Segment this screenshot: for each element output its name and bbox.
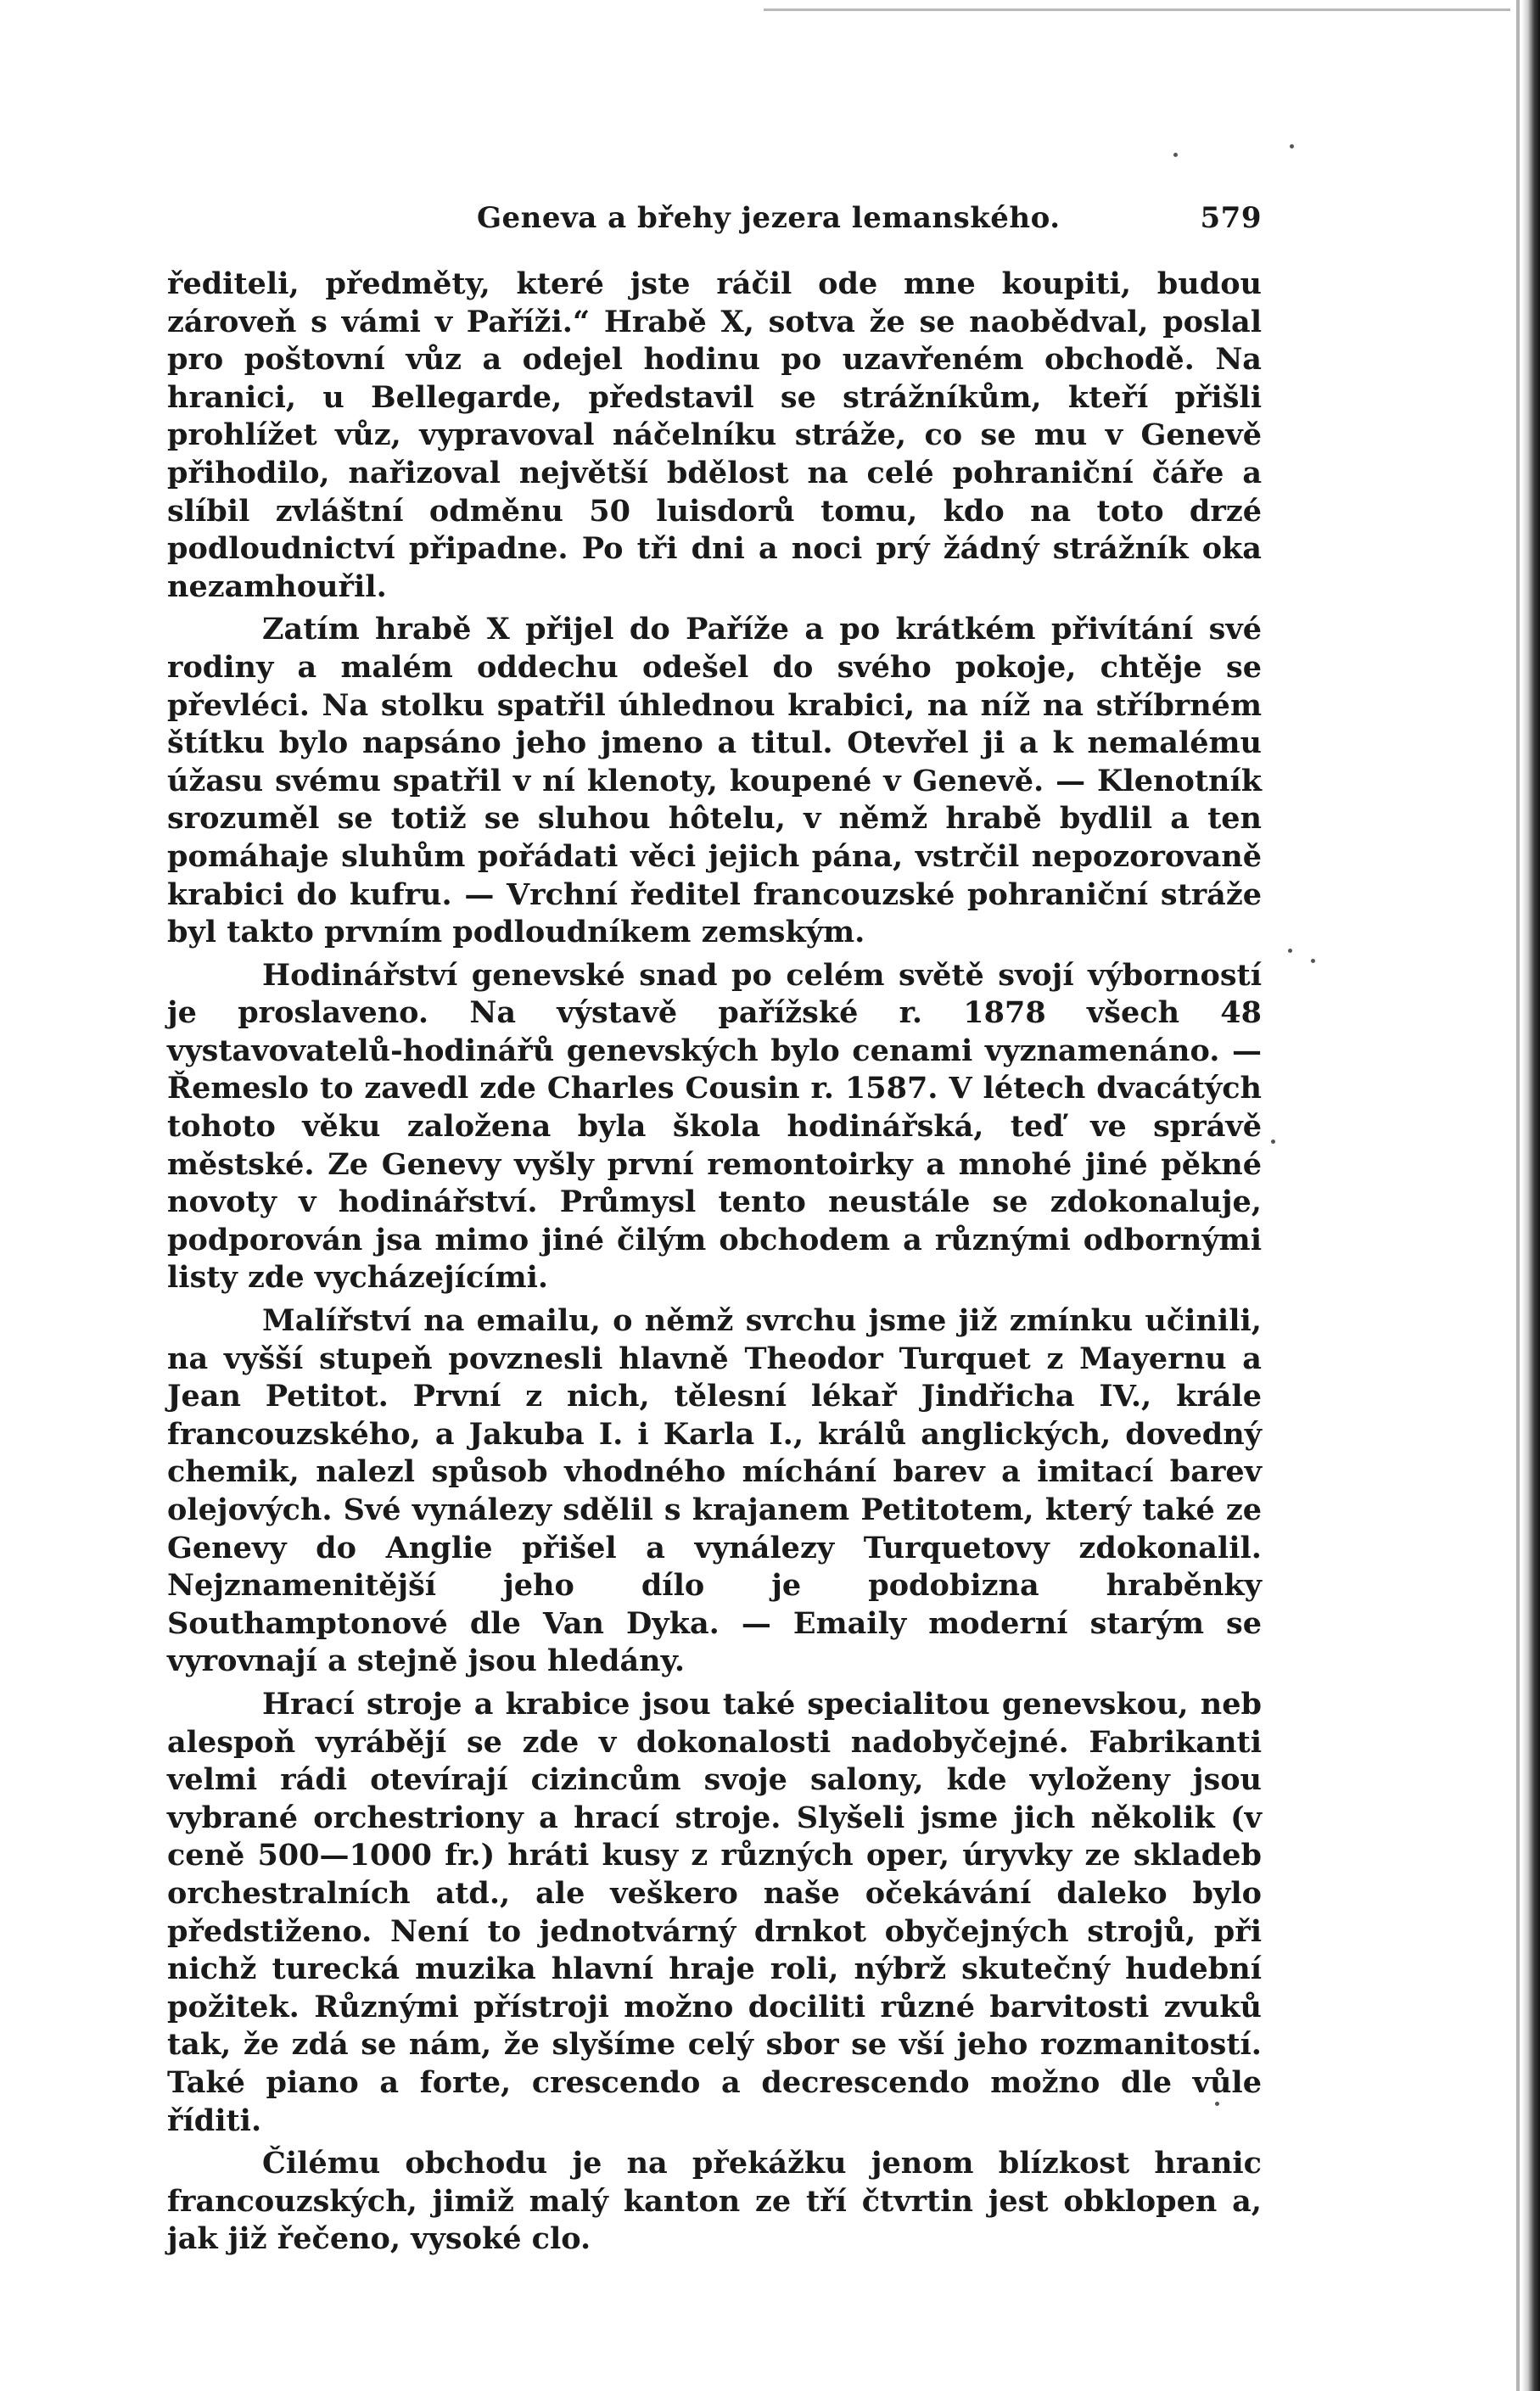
paragraph: Čilému obchodu je na překážku jenom blízkost hranic francouzských, jimiž malý kanton ze tří čtvrtin jest obklopen a, jak již řečeno, vysoké clo. bbox=[167, 2146, 1262, 2257]
scan-top-rule bbox=[764, 8, 1510, 11]
book-edge bbox=[1521, 0, 1540, 2391]
scan-speck bbox=[1311, 959, 1315, 963]
book-page bbox=[167, 191, 1262, 2264]
scan-speck bbox=[1173, 153, 1178, 157]
running-title: Geneva a břehy jezera lemanského. bbox=[477, 201, 1061, 235]
paragraph: Hodinářství genevské snad po celém světě svojí výborností je proslaveno. Na výstavě pařížské r. 1878 všech 48 vystavovatelů-hodinářů genevských bylo cenami vyznamenáno. — Řemeslo to zavedl zde Charles Cousin r. 1587. V létech dvacátých tohoto věku založena byla škola hodinářská, teď ve správě městské. Ze Genevy vyšly první remontoirky a mnohé jiné pěkné novoty v hodinářství. Průmysl tento neustále se zdokonaluje, podporován jsa mimo jiné čilým obchodem a různými odbornými listy zde vycházejícími. bbox=[167, 957, 1262, 1296]
book-spine-shadow bbox=[1516, 0, 1520, 2391]
paragraph: Malířství na emailu, o němž svrchu jsme již zmínku učinili, na vyšší stupeň povznesli hlavně Theodor Turquet z Mayernu a Jean Petitot. První z nich, tělesní lékař Jindřicha IV., krále francouzského, a Jakuba I. i Karla I., králů anglických, dovedný chemik, nalezl spůsob vhodného míchání barev a imitací barev olejových. Své vynálezy sdělil s krajanem Petitotem, který také ze Genevy do Anglie přišel a vynálezy Turquetovy zdokonalil. Nejznamenitější jeho dílo je podobizna hraběnky Southamptonové dle Van Dyka. — Emaily moderní starým se vyrovnají a stejně jsou hledány. bbox=[167, 1303, 1262, 1679]
running-head bbox=[167, 191, 1262, 250]
paragraph: řediteli, předměty, které jste ráčil ode mne koupiti, budou zároveň s vámi v Paříži.“ Hrabě X, sotva že se naobědval, poslal pro poštovní vůz a odejel hodinu po uzavřeném obchodě. Na hranici, u Bellegarde, představil se strážníkům, kteří přišli prohlížet vůz, vypravoval náčelníku stráže, co se mu v Genevě přihodilo, nařizoval největší bdělost na celé pohraniční čáře a slíbil zvláštní odměnu 50 luisdorů tomu, kdo na toto drzé podloudnictví připadne. Po tři dni a noci prý žádný strážník oka nezamhouřil. bbox=[167, 266, 1262, 604]
scan-speck bbox=[1288, 949, 1292, 953]
scan-speck bbox=[1271, 1140, 1275, 1144]
body-text bbox=[167, 266, 1262, 2259]
paragraph: Zatím hrabě X přijel do Paříže a po krátkém přivítání své rodiny a malém oddechu odešel do svého pokoje, chtěje se převléci. Na stolku spatřil úhlednou krabici, na níž na stříbrném štítku bylo napsáno jeho jmeno a titul. Otevřel ji a k nemalému úžasu svému spatřil v ní klenoty, koupené v Genevě. — Klenotník srozuměl se totiž se sluhou hôtelu, v němž hrabě bydlil a ten pomáhaje sluhům pořádati věci jejich pána, vstrčil nepozorovaně krabici do kufru. — Vrchní ředitel francouzské pohraniční stráže byl takto prvním podloudníkem zemským. bbox=[167, 612, 1262, 950]
scan-speck bbox=[1290, 144, 1294, 148]
page-number: 579 bbox=[1200, 201, 1262, 235]
paragraph: Hrací stroje a krabice jsou také specialitou genevskou, neb alespoň vyrábějí se zde v dokonalosti nadobyčejné. Fabrikanti velmi rádi otevírají cizincům svoje salony, kde vyloženy jsou vybrané orchestriony a hrací stroje. Slyšeli jsme jich několik (v ceně 500—1000 fr.) hráti kusy z různých oper, úryvky ze skladeb orchestralních atd., ale veškero naše očekávání daleko bylo předstiženo. Není to jednotvárný drnkot obyčejných strojů, při nichž turecká muzika hlavní hraje roli, nýbrž skutečný hudební požitek. Různými přístroji možno dociliti různé barvitosti zvuků tak, že zdá se nám, že slyšíme celý sbor se vší jeho rozmanitostí. Také piano a forte, crescendo a decrescendo možno dle vůle říditi. bbox=[167, 1686, 1262, 2138]
